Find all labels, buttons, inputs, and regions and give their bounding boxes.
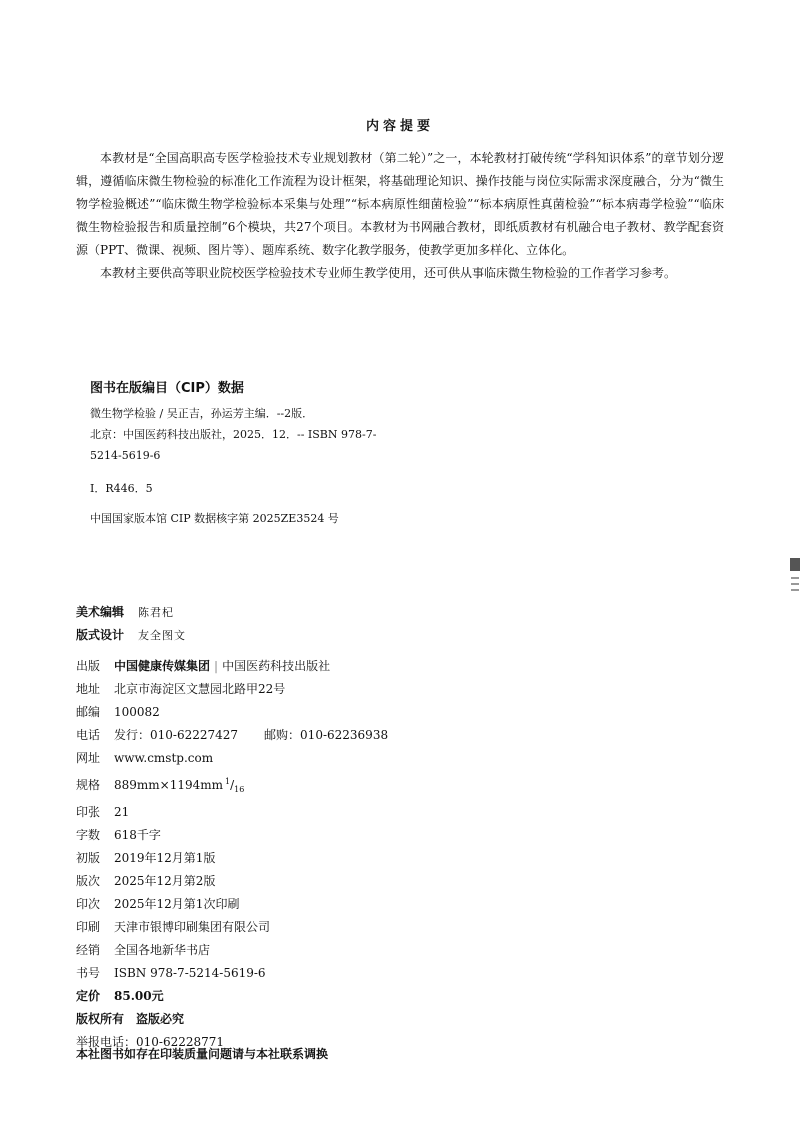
imprint-value: 618千字 [114,828,161,842]
imprint-label: 书号 [76,966,101,980]
imprint-value: 天津市银博印刷集团有限公司 [114,920,271,934]
summary-title: 内容提要 [365,119,434,134]
isbn-value: ISBN 978-7-5214-5619-6 [114,966,266,980]
imprint-value: 全国各地新华书店 [114,943,211,957]
design-credits [76,601,186,647]
imprint-publisher: 出版 中国健康传媒集团 | 中国医药科技出版社 [76,655,388,678]
credit-layout-design [76,624,186,647]
credit-value: 陈君杞 [138,606,174,619]
imprint-distributor [76,939,388,962]
imprint-first-edition [76,847,388,870]
cip-title: 图书在版编目（CIP）数据 [90,381,244,396]
imprint-label: 初版 [76,851,101,865]
imprint-printer [76,916,388,939]
imprint-sheets [76,801,388,824]
publisher-name: 中国医药科技出版社 [222,659,331,673]
imprint-word-count [76,824,388,847]
imprint-label: 邮编 [76,705,101,719]
imprint-edition [76,870,388,893]
quality-notice [76,1043,328,1066]
credit-value: 友全图文 [138,629,186,642]
imprint-value: 100082 [114,705,160,719]
imprint-label: 版次 [76,874,101,888]
imprint-label: 印张 [76,805,101,819]
cip-verification: 中国国家版本馆 CIP 数据核字第 2025ZE3524 号 [90,512,339,525]
imprint-label: 电话 [76,728,101,742]
imprint-format: 规格 889mm×1194mm $^1/_{16}$ [76,770,388,801]
cip-line-1: 微生物学检验 / 吴正吉，孙运芳主编．--2版． [90,407,314,420]
imprint-block [76,655,388,1054]
imprint-label: 地址 [76,682,101,696]
summary-paragraph-2: 本教材主要供高等职业院校医学检验技术专业师生教学使用，还可供从事临床微生物检验的工作者学习参考。 [100,266,677,280]
imprint-value: 2025年12月第2版 [114,874,216,888]
imprint-label: 出版 [76,659,101,673]
imprint-postcode [76,701,388,724]
imprint-website [76,747,388,770]
imprint-phone [76,724,388,747]
imprint-label: 印刷 [76,920,101,934]
summary-paragraph-1: 本教材是“全国高职高专医学检验技术专业规划教材（第二轮）”之一，本轮教材打破传统“学科知识体系”的章节划分逻辑，遵循临床微生物检验的标准化工作流程为设计框架，将基础理论知识、操作技能与岗位实际需求深度融合，分为“微生物学检验概述”“临床微生物学检验标本采集与处理”“标本病原性细菌检验”“标本病原性真菌检验”“标本病毒学检验”“临床微生物检验报告和质量控制”6个模块，共27个项目。本教材为书网融合教材，即纸质教材有机融合电子教材、教学配套资源（PPT、微课、视频、图片等）、题库系统、数字化教学服务，使教学更加多样化、立体化。 [76,151,724,257]
format-denominator: 16 [234,785,245,794]
report-phone: 举报电话：010-62228771 [76,1035,225,1049]
imprint-label: 印次 [76,897,101,911]
format-size: 889mm×1194mm [114,778,224,792]
credit-label: 美术编辑 [76,605,125,619]
imprint-label: 经销 [76,943,101,957]
summary-text [76,147,724,285]
rights-reserved [76,1008,388,1031]
phone-sales: 发行：010-62227427 [114,728,239,742]
phone-mail-order: 邮购：010-62236938 [264,728,389,742]
imprint-value: 21 [114,805,130,819]
imprint-address [76,678,388,701]
price-value: 85.00元 [114,989,164,1003]
cip-line-2: 北京：中国医药科技出版社，2025．12．-- ISBN 978-7- [90,428,377,441]
imprint-value: 北京市海淀区文慧园北路甲22号 [114,682,286,696]
imprint-price [76,985,388,1008]
website-url: www.cmstp.com [114,751,214,765]
imprint-isbn [76,962,388,985]
imprint-label: 字数 [76,828,101,842]
imprint-value: 2019年12月第1版 [114,851,216,865]
cip-classification: Ⅰ．R446．5 [90,482,153,495]
imprint-label: 网址 [76,751,101,765]
imprint-label: 定价 [76,989,101,1003]
credit-label: 版式设计 [76,628,125,642]
cip-line-3: 5214-5619-6 [90,449,161,462]
imprint-value: 2025年12月第1次印刷 [114,897,240,911]
credit-art-editor [76,601,186,624]
format-numerator: 1 [225,777,231,786]
publisher-group: 中国健康传媒集团 [114,659,211,673]
imprint-printing [76,893,388,916]
imprint-label: 规格 [76,778,101,792]
edge-thumb-mark [790,558,800,598]
cip-record [90,403,430,466]
rights-reserved-text: 版权所有 盗版必究 [76,1012,185,1026]
quality-notice-text: 本社图书如存在印装质量问题请与本社联系调换 [76,1047,329,1061]
